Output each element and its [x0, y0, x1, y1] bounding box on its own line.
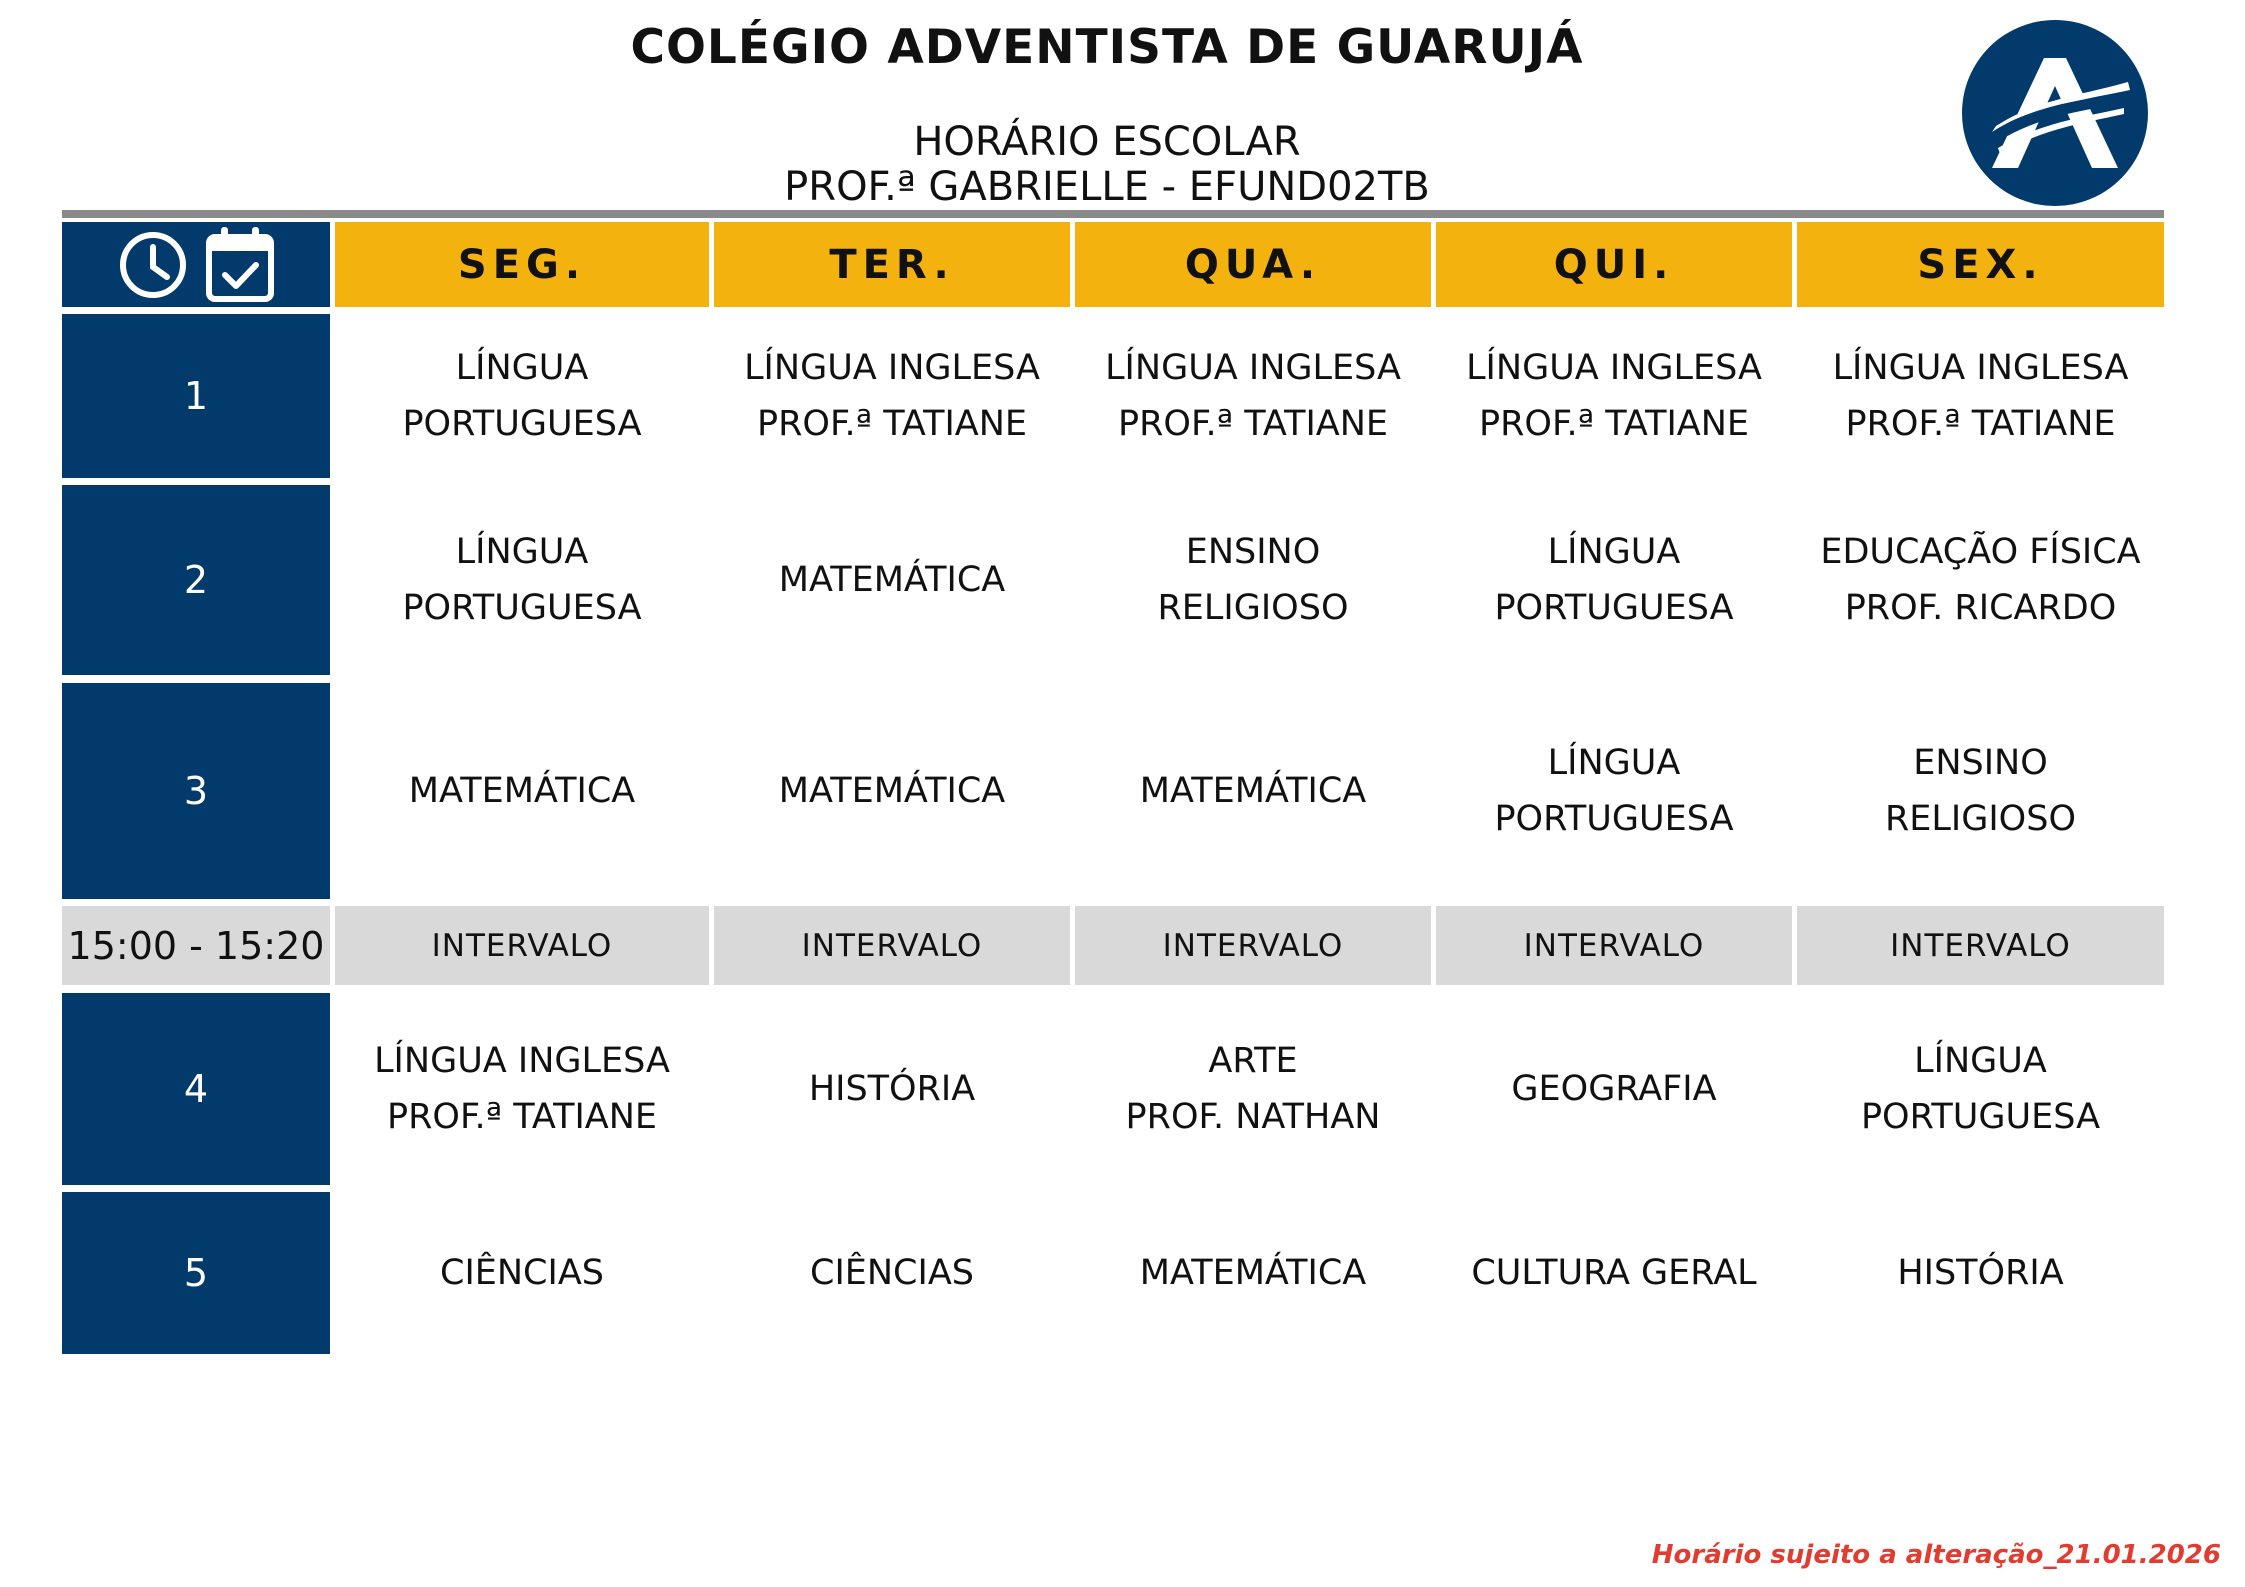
subject-name: LÍNGUA INGLESA [1466, 348, 1762, 388]
subject-name: LÍNGUA INGLESA [1105, 348, 1401, 388]
subject-name: LÍNGUA [1547, 743, 1681, 783]
subject-detail: PROF.ª TATIANE [1478, 404, 1750, 444]
subject-detail: RELIGIOSO [1884, 799, 2076, 839]
class-slot [1797, 485, 2164, 675]
subject-detail: PORTUGUESA [1494, 799, 1734, 839]
class-slot [1075, 1192, 1431, 1354]
class-slot [335, 1192, 709, 1354]
subject-name: GEOGRAFIA [1511, 1069, 1717, 1109]
subject-name: MATEMÁTICA [778, 560, 1006, 600]
class-slot [1797, 1192, 2164, 1354]
change-notice: Horário sujeito a alteração_21.01.2026 [1651, 1540, 2221, 1570]
subject-name: HISTÓRIA [1897, 1253, 2064, 1293]
subject-name: EDUCAÇÃO FÍSICA [1820, 532, 2141, 572]
class-slot [1797, 993, 2164, 1185]
day-header: QUI. [1436, 222, 1792, 307]
subject-detail: PROF. RICARDO [1844, 588, 2117, 628]
class-slot [1075, 314, 1431, 478]
class-slot [335, 314, 709, 478]
subject-name: LÍNGUA INGLESA [1832, 348, 2129, 388]
period-number: 3 [62, 683, 330, 899]
subject-detail: PROF. NATHAN [1125, 1097, 1381, 1137]
break-label: INTERVALO [714, 906, 1070, 985]
subject-name: LÍNGUA INGLESA [374, 1041, 670, 1081]
subject-detail: PROF.ª TATIANE [1845, 404, 2116, 444]
subject-detail: PROF.ª TATIANE [1117, 404, 1389, 444]
adventist-a-logo [1962, 20, 2148, 206]
day-header: TER. [714, 222, 1070, 307]
class-slot [714, 993, 1070, 1185]
schedule-title: HORÁRIO ESCOLAR [913, 119, 1301, 165]
subject-name: MATEMÁTICA [1139, 771, 1367, 811]
clock-icon [117, 229, 189, 301]
subject-name: MATEMÁTICA [1139, 1253, 1367, 1293]
period-number: 4 [62, 993, 330, 1185]
class-slot [1436, 1192, 1792, 1354]
subject-detail: PORTUGUESA [402, 588, 642, 628]
break-label: INTERVALO [1436, 906, 1792, 985]
subject-name: CIÊNCIAS [810, 1253, 974, 1293]
class-slot [335, 485, 709, 675]
header-divider [62, 210, 2164, 218]
class-slot [1075, 683, 1431, 899]
teacher-class-line: PROF.ª GABRIELLE - EFUND02TB [784, 164, 1430, 210]
subject-name: ENSINO [1185, 532, 1321, 572]
class-slot [714, 683, 1070, 899]
time-day-corner [62, 222, 330, 307]
subject-name: CULTURA GERAL [1471, 1253, 1757, 1293]
subject-name: LÍNGUA INGLESA [744, 348, 1040, 388]
class-slot [335, 993, 709, 1185]
class-slot [1436, 314, 1792, 478]
class-slot [714, 314, 1070, 478]
class-slot [1436, 683, 1792, 899]
class-slot [335, 683, 709, 899]
subject-detail: PROF.ª TATIANE [756, 404, 1028, 444]
class-slot [1797, 314, 2164, 478]
period-number: 5 [62, 1192, 330, 1354]
class-slot [1075, 993, 1431, 1185]
break-label: INTERVALO [1797, 906, 2164, 985]
break-label: INTERVALO [335, 906, 709, 985]
subject-name: LÍNGUA [1914, 1041, 2047, 1081]
break-time: 15:00 - 15:20 [62, 906, 330, 985]
class-slot [1075, 485, 1431, 675]
subject-name: ARTE [1208, 1041, 1298, 1081]
subject-name: MATEMÁTICA [778, 771, 1006, 811]
break-label: INTERVALO [1075, 906, 1431, 985]
subject-name: HISTÓRIA [808, 1069, 976, 1109]
class-slot [1797, 683, 2164, 899]
subject-detail: PORTUGUESA [402, 404, 642, 444]
day-header: SEX. [1797, 222, 2164, 307]
subject-name: LÍNGUA [455, 348, 589, 388]
school-title: COLÉGIO ADVENTISTA DE GUARUJÁ [630, 20, 1584, 75]
class-slot [714, 485, 1070, 675]
subject-name: LÍNGUA [1547, 532, 1681, 572]
subject-name: CIÊNCIAS [440, 1253, 604, 1293]
class-slot [1436, 485, 1792, 675]
subject-detail: PORTUGUESA [1860, 1097, 2101, 1137]
schedule-subtitle [0, 120, 2214, 210]
subject-detail: PROF.ª TATIANE [386, 1097, 658, 1137]
period-number: 1 [62, 314, 330, 478]
class-slot [1436, 993, 1792, 1185]
day-header: QUA. [1075, 222, 1431, 307]
subject-name: ENSINO [1913, 743, 2048, 783]
class-slot [714, 1192, 1070, 1354]
subject-name: MATEMÁTICA [408, 771, 636, 811]
subject-detail: PORTUGUESA [1494, 588, 1734, 628]
day-header: SEG. [335, 222, 709, 307]
subject-detail: RELIGIOSO [1157, 588, 1349, 628]
subject-name: LÍNGUA [455, 532, 589, 572]
calendar-check-icon [205, 227, 275, 303]
period-number: 2 [62, 485, 330, 675]
